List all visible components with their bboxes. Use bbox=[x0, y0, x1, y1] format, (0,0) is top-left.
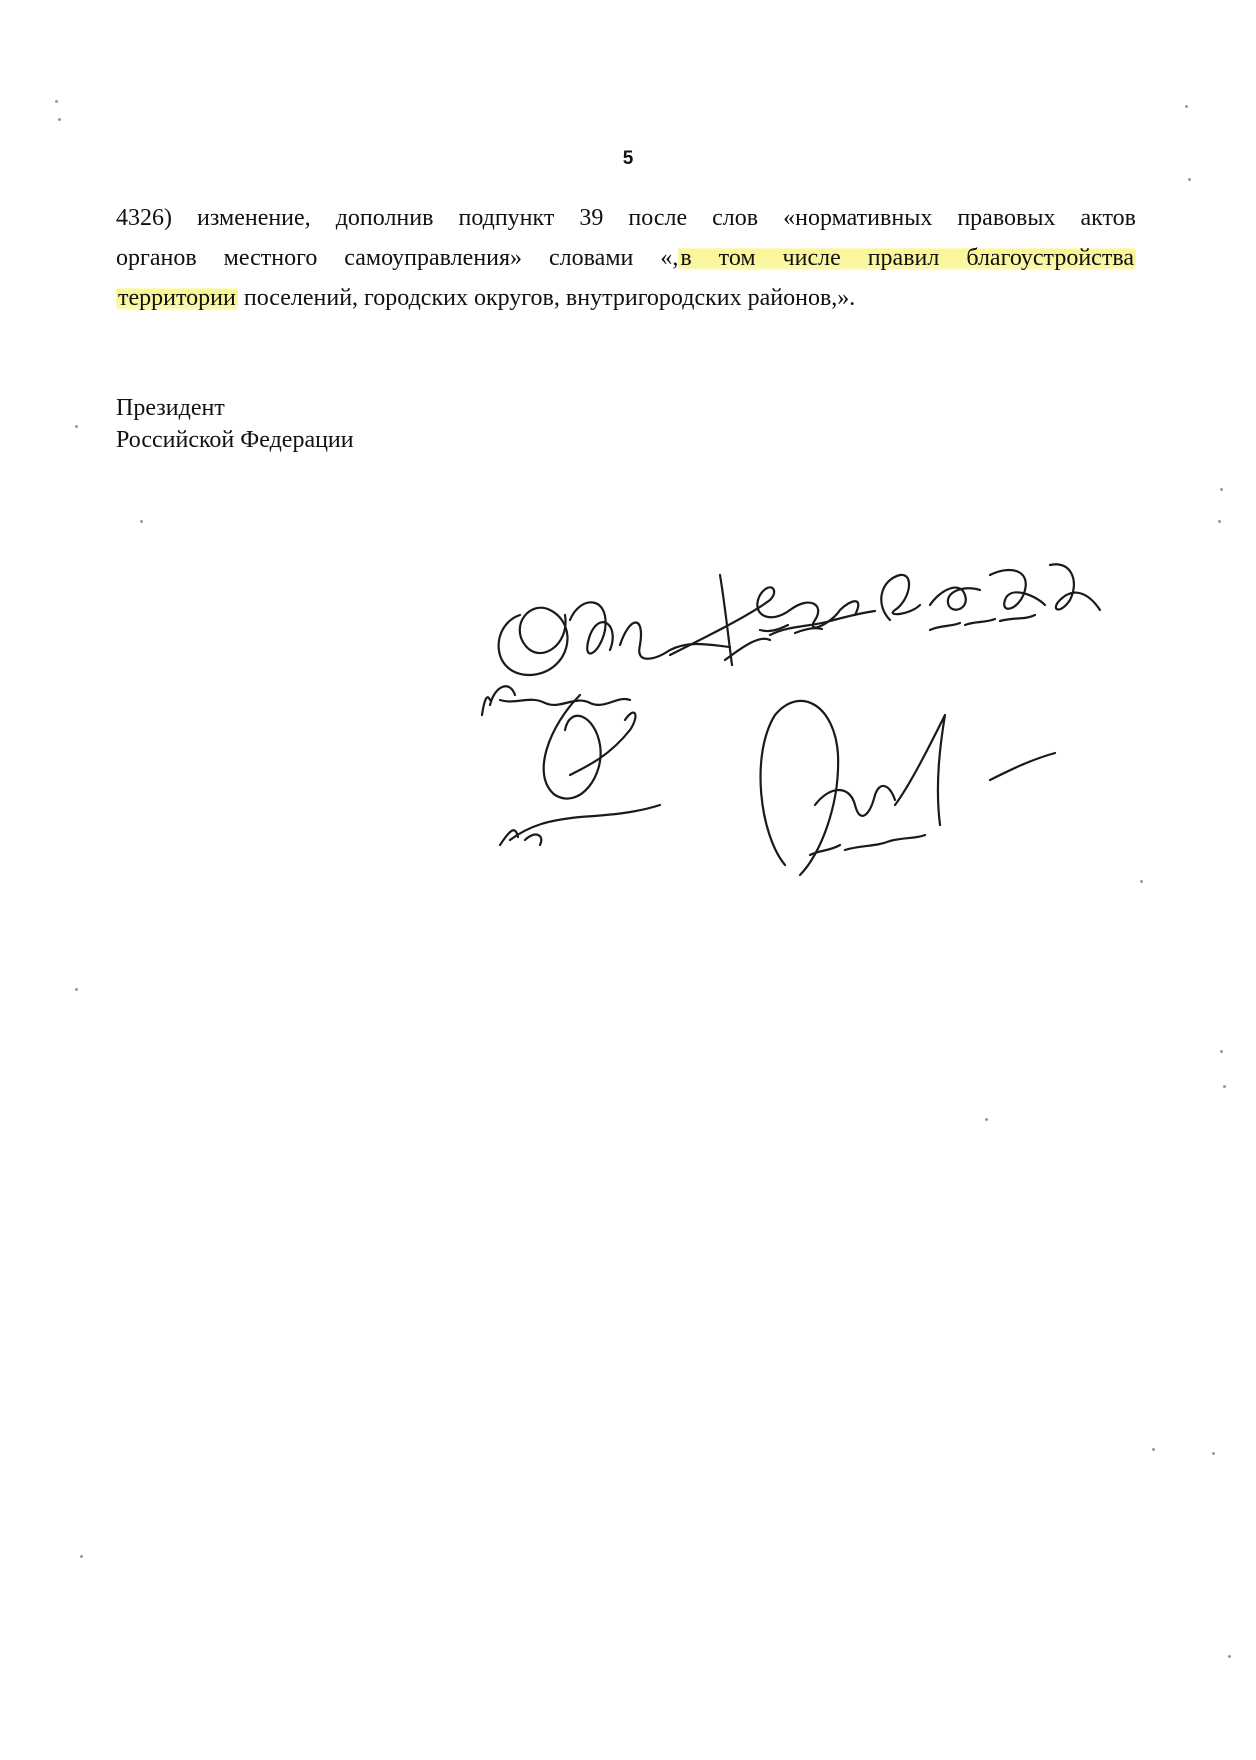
handwritten-signatures bbox=[470, 555, 1170, 900]
amendment-paragraph bbox=[116, 198, 1136, 318]
signatory-title: Президент bbox=[116, 395, 225, 421]
signature-5 bbox=[761, 701, 1055, 875]
highlighted-text: в том числе правил благоустройства bbox=[680, 245, 1134, 271]
amendment-line-3-text: поселений, городских округов, внутригородских районов,». bbox=[237, 285, 856, 311]
signatory-block bbox=[116, 392, 354, 456]
amendment-line-2 bbox=[116, 238, 1136, 278]
signatory-title-continued: Российской Федерации bbox=[116, 427, 354, 453]
signature-1 bbox=[482, 602, 730, 715]
amendment-line-2-text: органов местного самоуправления» словами «, bbox=[116, 245, 679, 271]
signature-2 bbox=[670, 575, 875, 665]
amendment-line-3 bbox=[116, 278, 1136, 318]
amendment-line-1: 4326) изменение, дополнив подпункт 39 после слов «нормативных правовых актов bbox=[116, 205, 1136, 231]
highlighted-text: территории bbox=[118, 285, 236, 311]
page-number: 5 bbox=[622, 148, 634, 169]
signature-4 bbox=[500, 695, 660, 845]
signature-3 bbox=[881, 564, 1100, 630]
